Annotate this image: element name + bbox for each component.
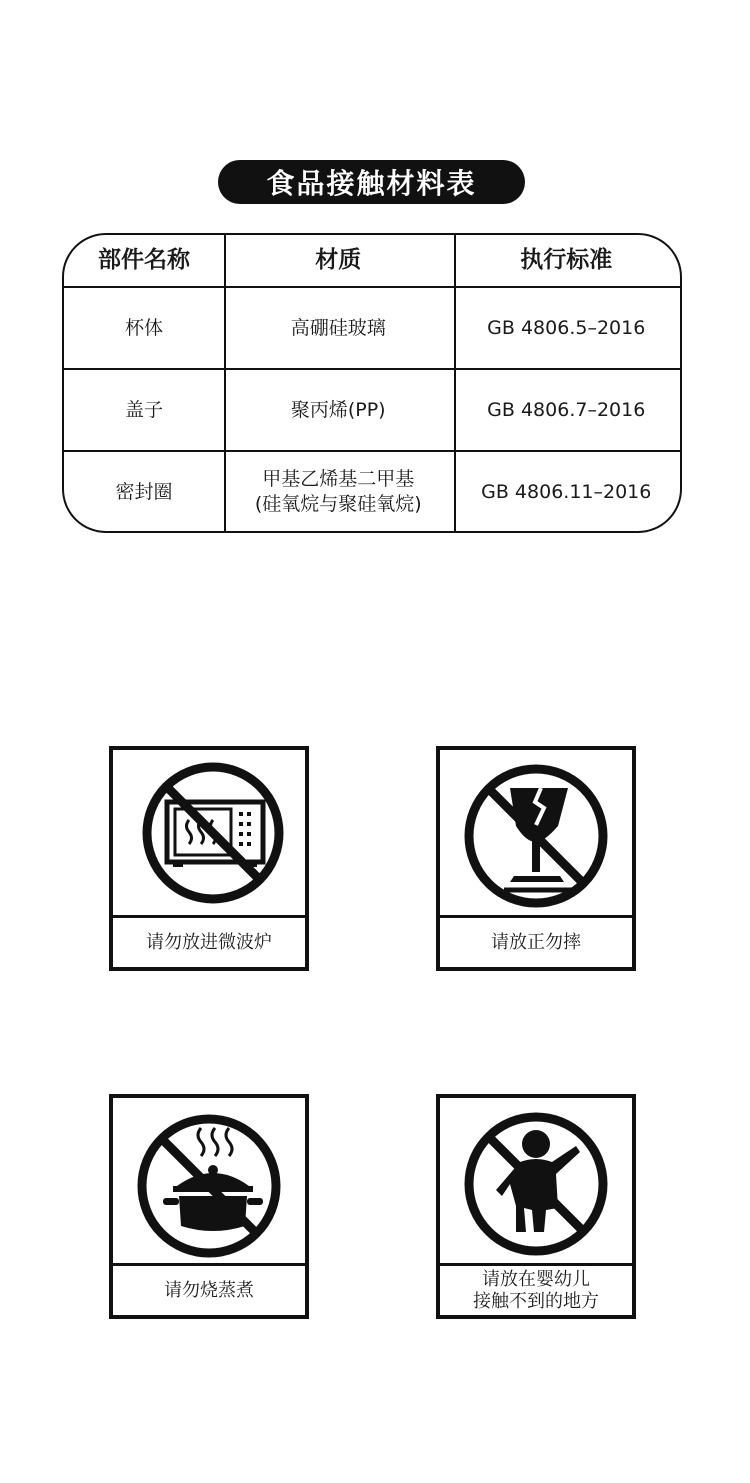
sign-caption-line: 请放在婴幼儿 [482, 1268, 590, 1290]
sign-caption [440, 918, 632, 967]
keep-away-from-children-icon [440, 1098, 632, 1266]
sign-caption-line: 请勿烧蒸煮 [164, 1279, 254, 1301]
table-title: 食品接触材料表 [218, 160, 525, 204]
table-row [64, 369, 680, 451]
row-standard: GB 4806.7–2016 [487, 398, 646, 421]
row-material-line: (硅氧烷与聚硅氧烷) [254, 493, 422, 515]
row-material-line: 聚丙烯(PP) [290, 398, 386, 421]
row-part: 杯体 [124, 316, 163, 339]
warning-sign-fragile [436, 746, 636, 971]
food-contact-material-table [62, 233, 682, 533]
table-row [64, 451, 680, 533]
row-standard: GB 4806.5–2016 [487, 316, 646, 339]
table-divider [64, 368, 680, 370]
table-divider [454, 235, 456, 531]
table-divider [64, 450, 680, 452]
table-divider [64, 286, 680, 288]
warning-sign-no-cooking [109, 1094, 309, 1319]
header-part-name: 部件名称 [97, 247, 190, 274]
table-header-row [64, 235, 680, 287]
header-material: 材质 [315, 247, 362, 274]
warning-sign-no-microwave [109, 746, 309, 971]
sign-caption [113, 918, 305, 967]
sign-caption [113, 1266, 305, 1315]
row-part: 盖子 [124, 398, 163, 421]
row-standard: GB 4806.11–2016 [481, 480, 652, 503]
row-part: 密封圈 [115, 480, 173, 503]
no-cooking-pot-icon [113, 1098, 305, 1266]
row-material-line: 高硼硅玻璃 [290, 316, 386, 339]
row-material-line: 甲基乙烯基二甲基 [262, 468, 415, 491]
fragile-glass-icon [440, 750, 632, 918]
row-material [224, 369, 453, 451]
sign-caption [440, 1266, 632, 1315]
sign-caption-line: 接触不到的地方 [473, 1290, 599, 1312]
warning-sign-keep-away-from-children [436, 1094, 636, 1319]
table-divider [224, 235, 226, 531]
sign-caption-line: 请勿放进微波炉 [146, 931, 272, 953]
row-material [224, 287, 453, 369]
microwave-prohibited-icon [113, 750, 305, 918]
sign-caption-line: 请放正勿摔 [491, 931, 581, 953]
row-material [224, 451, 453, 533]
header-standard: 执行标准 [520, 247, 613, 274]
table-row [64, 287, 680, 369]
